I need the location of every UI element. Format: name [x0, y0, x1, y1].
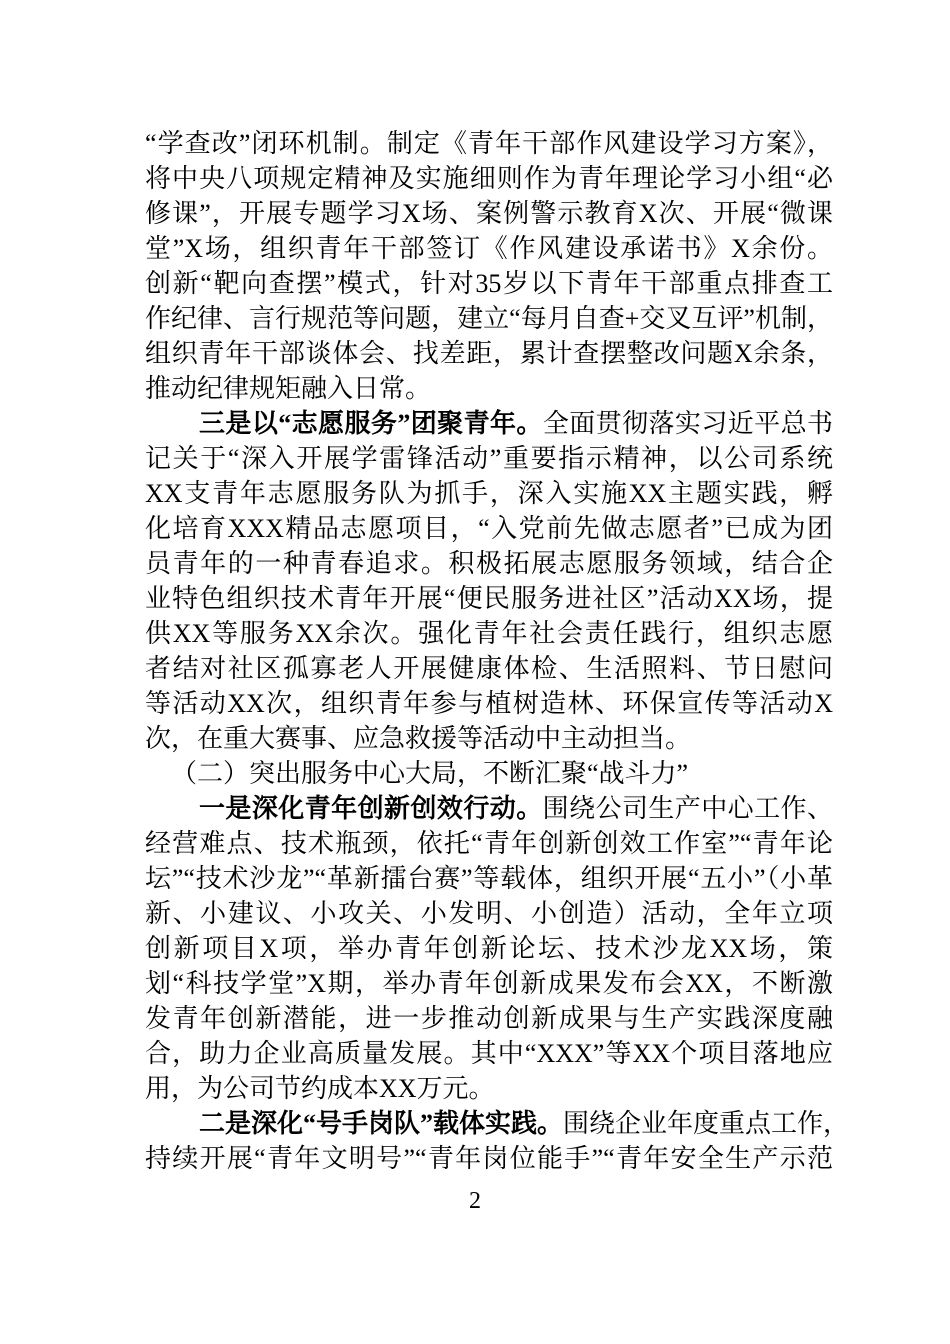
- text-line: [145, 861, 833, 896]
- text-line: [145, 476, 833, 511]
- line-text: 记关于“深入开展学雷锋活动”重要指示精神，以公司系统: [145, 444, 833, 473]
- line-text: 创新“靶向查摆”模式，针对35岁以下青年干部重点排查工: [145, 269, 833, 298]
- line-text: 用，为公司节约成本XX万元。: [145, 1074, 495, 1103]
- text-line: [145, 1141, 833, 1176]
- text-line: [145, 791, 833, 826]
- text-line: [145, 1106, 850, 1141]
- line-text: 堂”X场，组织青年干部签订《作风建设承诺书》X余份。: [145, 234, 833, 263]
- text-line: [145, 231, 833, 266]
- text-line: [145, 1071, 833, 1106]
- text-line: [145, 546, 833, 581]
- line-text: 者结对社区孤寡老人开展健康体检、生活照料、节日慰问: [145, 654, 833, 683]
- line-text: 经营难点、技术瓶颈，依托“青年创新创效工作室”“青年论: [145, 829, 833, 858]
- text-line: [145, 441, 833, 476]
- text-line: [145, 686, 833, 721]
- text-line: [145, 336, 833, 371]
- line-text: 持续开展“青年文明号”“青年岗位能手”“青年安全生产示范: [145, 1144, 833, 1173]
- line-text: 创新项目X项，举办青年创新论坛、技术沙龙XX场，策: [145, 934, 833, 963]
- bold-lead-sentence: 一是深化青年创新创效行动。: [199, 794, 543, 823]
- text-line: [145, 1036, 833, 1071]
- line-text: “学查改”闭环机制。制定《青年干部作风建设学习方案》，: [145, 129, 833, 158]
- bold-lead-sentence: 二是深化“号手岗队”载体实践。: [199, 1109, 564, 1138]
- line-text: 化培育XXX精品志愿项目，“入党前先做志愿者”已成为团: [145, 514, 833, 543]
- line-text: 围绕企业年度重点工作，: [563, 1109, 850, 1138]
- line-text: （二）突出服务中心大局，不断汇聚“战斗力”: [171, 759, 689, 788]
- text-line: [145, 966, 833, 1001]
- text-line: [145, 126, 833, 161]
- text-line: [145, 651, 833, 686]
- line-text: 划“科技学堂”X期，举办青年创新成果发布会XX，不断激: [145, 969, 833, 998]
- line-text: 员青年的一种青春追求。积极拓展志愿服务领域，结合企: [145, 549, 833, 578]
- line-text: 作纪律、言行规范等问题，建立“每月自查+交叉互评”机制，: [145, 304, 833, 333]
- text-line: [145, 581, 833, 616]
- line-text: 推动纪律规矩融入日常。: [145, 374, 432, 403]
- line-text: 修课”，开展专题学习X场、案例警示教育X次、开展“微课: [145, 199, 833, 228]
- text-line: [145, 511, 833, 546]
- text-line: [145, 826, 833, 861]
- line-text: XX支青年志愿服务队为抓手，深入实施XX主题实践，孵: [145, 479, 833, 508]
- text-line: [145, 161, 833, 196]
- text-line: [145, 406, 833, 441]
- line-text: 全面贯彻落实习近平总书: [542, 409, 833, 438]
- section-heading: [145, 756, 833, 791]
- text-line: [145, 371, 833, 406]
- line-text: 坛”“技术沙龙”“革新擂台赛”等载体，组织开展“五小”（小革: [145, 864, 833, 893]
- text-line: [145, 301, 833, 336]
- line-text: 业特色组织技术青年开展“便民服务进社区”活动XX场，提: [145, 584, 833, 613]
- text-line: [145, 616, 833, 651]
- line-text: 发青年创新潜能，进一步推动创新成果与生产实践深度融: [145, 1004, 833, 1033]
- line-text: 等活动XX次，组织青年参与植树造林、环保宣传等活动X: [145, 689, 833, 718]
- line-text: 合，助力企业高质量发展。其中“XXX”等XX个项目落地应: [145, 1039, 833, 1068]
- document-body: [145, 126, 850, 1176]
- line-text: 次，在重大赛事、应急救援等活动中主动担当。: [145, 724, 692, 753]
- text-line: [145, 896, 833, 931]
- text-line: [145, 1001, 833, 1036]
- line-text: 组织青年干部谈体会、找差距，累计查摆整改问题X余条，: [145, 339, 833, 368]
- page-number: 2: [469, 1188, 481, 1214]
- bold-lead-sentence: 三是以“志愿服务”团聚青年。: [199, 409, 543, 438]
- text-line: [145, 196, 833, 231]
- line-text: 将中央八项规定精神及实施细则作为青年理论学习小组“必: [145, 164, 833, 193]
- text-line: [145, 931, 833, 966]
- text-line: [145, 266, 833, 301]
- line-text: 新、小建议、小攻关、小发明、小创造）活动，全年立项: [145, 899, 833, 928]
- line-text: 供XX等服务XX余次。强化青年社会责任践行，组织志愿: [145, 619, 833, 648]
- line-text: 围绕公司生产中心工作、: [542, 794, 833, 823]
- text-line: [145, 721, 833, 756]
